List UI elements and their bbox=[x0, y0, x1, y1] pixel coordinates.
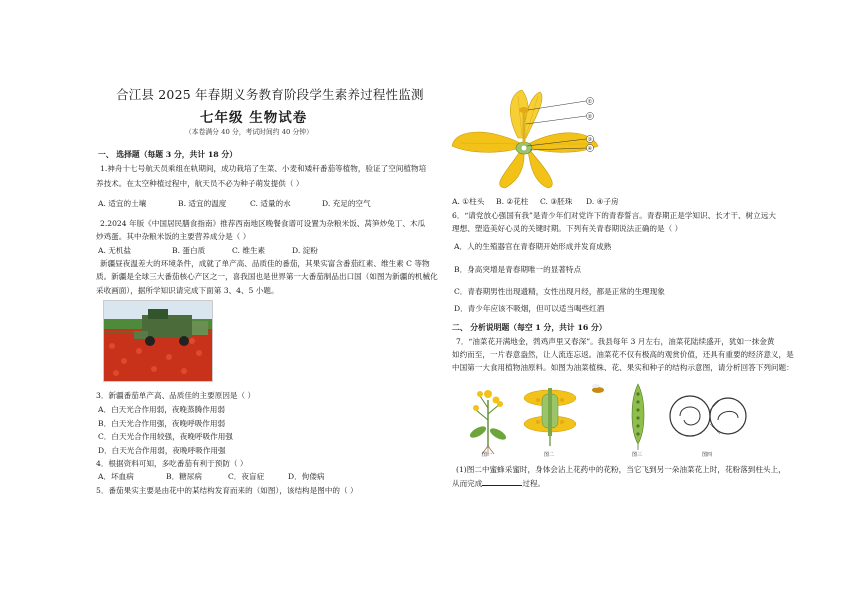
q7-line1: 7．“油菜花开满地金，鹁鸡声里又春深”。我县每年 3 月左右，油菜花陆续盛开，犹如一抹金黄 bbox=[456, 337, 775, 346]
q5-option-c: C. ③胚珠 bbox=[540, 197, 573, 206]
q1-option-d: D. 充足的空气 bbox=[322, 199, 371, 208]
figure4-seed bbox=[670, 396, 746, 436]
q1-option-c: C. 适量的水 bbox=[250, 199, 291, 208]
q7-line2: 如约而至，一片春意盎然，让人流连忘返。油菜花不仅有极高的观赏价值，还具有重要的经济意义，是 bbox=[452, 350, 794, 359]
figure4-label: 图四 bbox=[702, 452, 713, 458]
tomato-harvest-photo bbox=[103, 300, 213, 382]
q7-sub1-line2 bbox=[452, 478, 545, 490]
exam-title: 合江县 2025 年春期义务教育阶段学生素养过程性监测 bbox=[116, 87, 424, 102]
exam-subtitle: 七年级 生物试卷 bbox=[200, 110, 308, 126]
q1-line2: 养技术。在太空种植过程中，航天员不必为种子萌发提供（ ） bbox=[96, 179, 304, 188]
q6-line2: 理想、塑造美好心灵的关键时期。下列有关青春期说法正确的是（ ） bbox=[452, 224, 683, 233]
q2-option-b: B. 蛋白质 bbox=[172, 246, 206, 255]
section1-title: 一、 选择题（每题 3 分，共计 18 分） bbox=[98, 150, 238, 159]
harvest-illustration bbox=[104, 301, 212, 381]
exam-note: （本卷满分 40 分，考试时间约 40 分钟） bbox=[185, 128, 313, 136]
q6-option-a: A．人的生殖器官在青春期开始形成并发育成熟 bbox=[454, 242, 612, 251]
figure3-label: 图三 bbox=[632, 452, 643, 458]
q5-option-d: D. ④子房 bbox=[586, 197, 619, 206]
rapeseed-figures bbox=[458, 380, 758, 458]
flower-label-2: ② bbox=[587, 114, 593, 120]
q2-option-d: D. 淀粉 bbox=[292, 246, 318, 255]
intro-line3: 采收画面），据所学知识请完成下面第 3、4、5 小题。 bbox=[96, 286, 279, 295]
q7-answer-blank[interactable] bbox=[482, 478, 522, 486]
q7-line3: 中国第一大食用植物油原料。如图为油菜植株、花、果实和种子的结构示意图，请分析回答下列问题： bbox=[452, 363, 794, 372]
q2-option-a: A. 无机盐 bbox=[98, 246, 132, 255]
flower-diagram bbox=[450, 88, 610, 190]
section2-title: 二、 分析说明题（每空 1 分，共计 16 分） bbox=[452, 323, 607, 332]
figure1-label: 图一 bbox=[482, 452, 493, 458]
q3-option-a: A．白天光合作用弱，夜晚蒸腾作用弱 bbox=[98, 405, 225, 414]
intro-line2: 质。新疆是全球三大番茄核心产区之一，喜我国也是世界第一大番茄制品出口国（如图为新疆的机械化 bbox=[96, 272, 438, 281]
flower-label-1: ① bbox=[587, 99, 593, 105]
q3-option-c: C．白天光合作用较强，夜晚呼吸作用强 bbox=[98, 432, 233, 441]
q5-option-b: B. ②花柱 bbox=[496, 197, 529, 206]
q7-sub1-line1: (1)图二中蜜蜂采蜜时，身体会沾上花药中的花粉，当它飞到另一朵油菜花上时，花粉落到柱头上， bbox=[456, 465, 786, 474]
q1-line1: 1.神舟十七号航天员乘组在轨期间，成功栽培了生菜、小麦和矮秆番茄等植物，验证了空间植物培 bbox=[100, 164, 427, 173]
q6-option-d: D．青少年应该不吸烟，但可以适当喝些红酒 bbox=[454, 304, 605, 313]
q5-option-a: A. ①柱头 bbox=[452, 197, 485, 206]
figure1-plant bbox=[468, 390, 508, 456]
intro-line1: 新疆昼夜温差大的环境条件，成就了单产高、品质佳的番茄，其果实富含番茄红素、维生素 C 等物 bbox=[100, 259, 430, 268]
q2-option-c: C. 维生素 bbox=[232, 246, 266, 255]
q6-line1: 6．“请党放心强国有我”是青少年们对党许下的青春誓言。青春期正是学知识、长才干、树立远大 bbox=[452, 211, 776, 220]
q3-option-b: B．白天光合作用强，夜晚呼吸作用弱 bbox=[98, 419, 226, 428]
q1-option-b: B. 适宜的温度 bbox=[178, 199, 227, 208]
flower-label-3: ③ bbox=[587, 137, 593, 143]
q6-option-b: B．身高突增是青春期唯一的显著特点 bbox=[454, 265, 582, 274]
q4-option-d: D．佝偻病 bbox=[288, 472, 325, 481]
q2-line1: 2.2024 年版《中国居民膳食指南》推荐西南地区晚餐食谱可设置为杂粮米饭、莴笋炒兔丁、木瓜 bbox=[100, 219, 426, 228]
q2-line2: 炒鸡蛋。其中杂粮米饭的主要营养成分是（ ） bbox=[96, 232, 251, 241]
q1-option-a: A. 适宜的土壤 bbox=[98, 199, 147, 208]
q3-stem: 3．新疆番茄单产高、品质佳的主要原因是（ ） bbox=[96, 391, 256, 400]
figure2-flower bbox=[524, 384, 604, 446]
q6-option-c: C．青春期男性出现遗精，女性出现月经，都是正常的生理现象 bbox=[454, 287, 665, 296]
q7-sub1-prefix: 从而完成 bbox=[452, 479, 483, 488]
q5-stem: 5．番茄果实主要是由花中的某结构发育而来的（如图），该结构是图中的（ ） bbox=[96, 486, 358, 495]
figure2-label: 图二 bbox=[544, 452, 555, 458]
q7-sub1-suffix: 过程。 bbox=[522, 479, 546, 488]
q4-stem: 4．根据资料可知，多吃番茄有利于预防（ ） bbox=[96, 459, 248, 468]
q4-option-c: C．夜盲症 bbox=[228, 472, 265, 481]
q3-option-d: D．白天光合作用弱，夜晚呼吸作用强 bbox=[98, 446, 226, 455]
q4-option-a: A．坏血病 bbox=[98, 472, 134, 481]
q4-option-b: B．糖尿病 bbox=[166, 472, 202, 481]
flower-label-4: ④ bbox=[587, 146, 593, 152]
figure3-pod bbox=[632, 384, 644, 450]
